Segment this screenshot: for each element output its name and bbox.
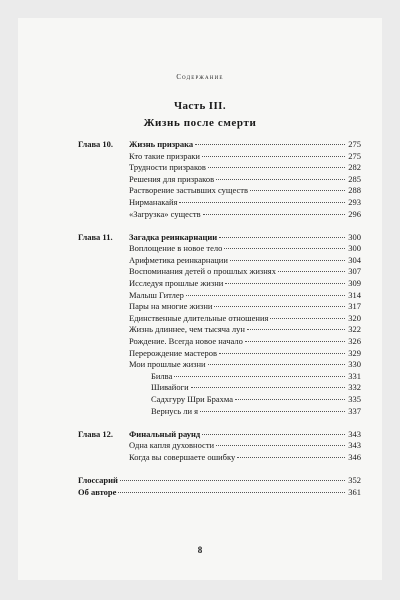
toc-entry[interactable] <box>78 336 361 348</box>
page-number-folio: 8 <box>197 545 203 555</box>
chapter-title: Загадка реинкарнации <box>129 231 218 242</box>
entry-title: Пары на многие жизни <box>129 301 213 312</box>
dot-leader <box>230 260 345 261</box>
dot-leader <box>235 399 345 400</box>
entry-title: Вернусь ли я <box>151 405 199 416</box>
page-number: 285 <box>348 173 361 184</box>
chapter-heading[interactable] <box>78 139 361 151</box>
chapter-heading[interactable] <box>78 429 361 441</box>
toc-subentry[interactable] <box>78 371 361 383</box>
dot-leader <box>278 271 345 272</box>
dot-leader <box>219 237 345 238</box>
dot-leader <box>237 457 345 458</box>
page-number: 314 <box>348 289 361 300</box>
entry-title: Малыш Гитлер <box>129 289 184 300</box>
part-title: Часть III. <box>173 100 227 112</box>
toc-entry[interactable] <box>78 174 361 186</box>
page-number: 317 <box>348 301 361 312</box>
page-number: 322 <box>348 324 361 335</box>
dot-leader <box>214 306 345 307</box>
toc-entry[interactable] <box>78 440 361 452</box>
entry-title: Шивайоги <box>151 382 189 393</box>
entry-title: Воспоминания детей о прошлых жизнях <box>129 266 276 277</box>
toc-entry[interactable] <box>78 255 361 267</box>
entry-title: Билва <box>151 370 173 381</box>
dot-leader <box>202 156 345 157</box>
running-head: Содержание <box>176 74 224 81</box>
dot-leader <box>224 248 345 249</box>
dot-leader <box>216 445 345 446</box>
dot-leader <box>120 480 345 481</box>
dot-leader <box>195 144 345 145</box>
entry-title: «Загрузка» существ <box>129 208 201 219</box>
toc-entry[interactable] <box>78 185 361 197</box>
page-number: 335 <box>348 393 361 404</box>
chapter-title: Жизнь призрака <box>129 139 194 149</box>
page-number: 330 <box>348 359 361 370</box>
dot-leader <box>225 283 345 284</box>
dot-leader <box>200 411 345 412</box>
entry-title: Растворение застывших существ <box>129 185 248 196</box>
entry-title: Рождение. Всегда новое начало <box>129 336 243 346</box>
book-page <box>18 18 382 580</box>
dot-leader <box>216 179 345 180</box>
entry-title: Нирманакайя <box>129 196 178 207</box>
dot-leader <box>179 202 345 203</box>
chapter-10 <box>78 139 361 220</box>
toc-entry[interactable] <box>78 266 361 278</box>
toc-entry[interactable] <box>78 197 361 209</box>
toc-entry[interactable] <box>78 348 361 360</box>
chapter-label: Глава 11. <box>78 231 113 242</box>
page-number: 352 <box>348 474 361 485</box>
dot-leader <box>191 387 345 388</box>
page-number: 304 <box>348 254 361 265</box>
dot-leader <box>208 167 345 168</box>
table-of-contents <box>78 139 361 510</box>
entry-title: Арифметика реинкарнации <box>129 254 228 265</box>
page-number: 331 <box>348 370 361 381</box>
dot-leader <box>186 295 345 296</box>
toc-entry[interactable] <box>78 243 361 255</box>
chapter-11 <box>78 232 361 418</box>
chapter-label: Глава 12. <box>78 428 114 439</box>
toc-subentry[interactable] <box>78 394 361 406</box>
page-number: 346 <box>348 451 361 462</box>
entry-title: Садхгуру Шри Брахма <box>151 393 234 404</box>
page-number: 309 <box>348 278 361 289</box>
entry-title: Воплощение в новое тело <box>129 243 223 254</box>
dot-leader <box>174 376 345 377</box>
dot-leader <box>219 353 345 354</box>
part-subtitle: Жизнь после смерти <box>143 117 257 129</box>
back-matter <box>78 475 361 498</box>
dot-leader <box>203 214 345 215</box>
toc-entry[interactable] <box>78 359 361 371</box>
toc-entry[interactable] <box>78 162 361 174</box>
dot-leader <box>118 492 345 493</box>
page-number: 320 <box>348 312 361 323</box>
page-number: 337 <box>348 405 361 416</box>
toc-entry[interactable] <box>78 301 361 313</box>
entry-title: Когда вы совершаете ошибку <box>129 451 236 462</box>
dot-leader <box>202 434 345 435</box>
page-number: 288 <box>348 185 361 196</box>
back-matter-entry[interactable] <box>78 487 361 499</box>
toc-subentry[interactable] <box>78 382 361 394</box>
toc-entry[interactable] <box>78 278 361 290</box>
entry-title: Об авторе <box>78 486 117 497</box>
toc-entry[interactable] <box>78 313 361 325</box>
toc-entry[interactable] <box>78 452 361 464</box>
chapter-title: Финальный раунд <box>129 428 201 439</box>
page-number: 343 <box>348 428 361 439</box>
page-number: 332 <box>348 382 361 393</box>
entry-title: Трудности призраков <box>129 162 206 173</box>
page-number: 275 <box>348 139 361 149</box>
entry-title: Исследуя прошлые жизни <box>129 278 224 289</box>
chapter-12 <box>78 429 361 464</box>
entry-title: Мои прошлые жизни <box>129 359 206 370</box>
toc-entry[interactable] <box>78 290 361 302</box>
dot-leader <box>247 329 345 330</box>
entry-title: Жизнь длиннее, чем тысяча лун <box>129 324 245 335</box>
toc-entry[interactable] <box>78 324 361 336</box>
entry-title: Решения для призраков <box>129 173 215 184</box>
dot-leader <box>270 318 345 319</box>
page-number: 361 <box>348 486 361 497</box>
page-number: 300 <box>348 243 361 254</box>
dot-leader <box>245 341 345 342</box>
back-matter-entry[interactable] <box>78 475 361 487</box>
dot-leader <box>250 190 345 191</box>
page-number: 282 <box>348 162 361 173</box>
chapter-heading[interactable] <box>78 232 361 244</box>
entry-title: Единственные длительные отношения <box>129 312 269 323</box>
toc-entry[interactable] <box>78 151 361 163</box>
page-number: 343 <box>348 440 361 451</box>
dot-leader <box>208 364 345 365</box>
chapter-label: Глава 10. <box>78 139 114 149</box>
toc-entry[interactable] <box>78 209 361 221</box>
entry-title: Глоссарий <box>78 474 118 485</box>
entry-title: Кто такие призраки <box>129 150 200 161</box>
page-number: 296 <box>348 208 361 219</box>
entry-title: Одна капля духовности <box>129 440 215 451</box>
page-number: 307 <box>348 266 361 277</box>
entry-title: Перерождение мастеров <box>129 347 218 358</box>
page-number: 329 <box>348 347 361 358</box>
page-number: 275 <box>348 150 361 161</box>
page-number: 300 <box>348 231 361 242</box>
page-number: 293 <box>348 196 361 207</box>
page-number: 326 <box>348 336 361 346</box>
toc-subentry[interactable] <box>78 406 361 418</box>
